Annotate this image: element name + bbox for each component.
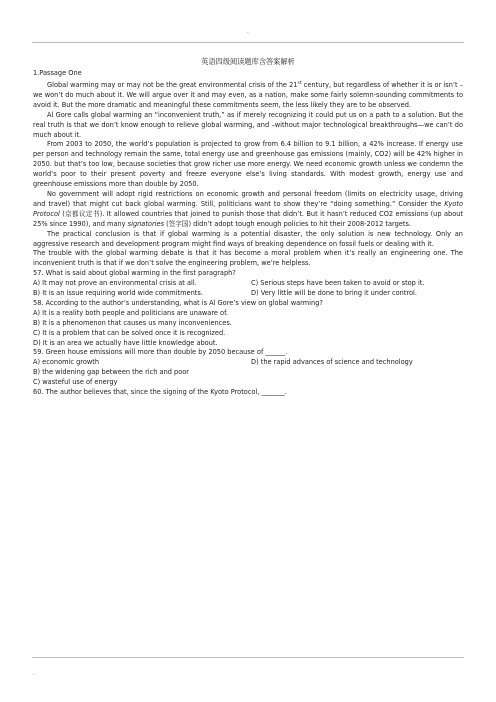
option-58-b: B) It is a phenomenon that causes us many inconveniences. xyxy=(33,318,232,327)
option-59-a: A) economic growth xyxy=(33,358,100,367)
paragraph-6: The trouble with the global warming debate is that it has become a moral problem when it’s really an engineering one. The inconvenient truth is that if we don’t solve the engineering problem, we’re helpless. xyxy=(33,249,463,268)
option-57-c: C) Serious steps have been taken to avoid or stop it. xyxy=(251,279,425,288)
question-59-options xyxy=(33,358,463,388)
paragraph-3: From 2003 to 2050, the world’s population is projected to grow from 6.4 billion to 9.1 billion, a 42% increase. If energy use per person and technology remain the same, total energy use and greenhouse gas emissions (mainly, CO2) will be 42% higher in 2050. but that’s too low, because societies that grow richer use more energy. We need economic growth unless we condemn the world’s poor to their present poverty and freeze everyone else’s living standards. With modest growth, energy use and greenhouse emissions more than double by 2050. xyxy=(33,140,463,189)
paragraph-2: Al Gore calls global warming an “inconvenient truth,” as if merely recognizing it could put us on a path to a solution. But the real truth is that we don’t know enough to relieve global warming, and –without major technological breakthroughs—we can’t do much about it. xyxy=(33,110,463,139)
question-57-options xyxy=(33,279,463,299)
header-rule xyxy=(32,42,464,43)
option-58-d: D) It is an area we actually have little knowledge about. xyxy=(33,338,218,347)
option-59-b: B) the widening gap between the rich and poor xyxy=(33,368,189,377)
footer-rule xyxy=(32,657,464,658)
option-57-b: B) It is an issue requiring world wide commitments. xyxy=(33,289,203,298)
footer-dot: . xyxy=(33,670,35,677)
option-58-c: C) It is a problem that can be solved once it is recognized. xyxy=(33,328,226,337)
paragraph-4: No government will adopt rigid restrictions on economic growth and personal freedom (limits on electricity usage, driving and travel) that might cut back global warming. Still, politicians want to show they’re “doing something.” Consider the Kyoto Protocol (京都议定书). It allowed countries that joined to punish those that didn’t. But it hasn’t reduced CO2 emissions (up about 25% since 1990), and many signatories (签字国) didn’t adopt tough enough policies to hit their 2008-2012 targets. xyxy=(33,189,463,228)
document-body xyxy=(33,57,463,398)
option-59-c: C) wasteful use of energy xyxy=(33,378,118,387)
option-59-d: D) the rapid advances of science and technology xyxy=(251,358,413,367)
passage-label: 1.Passage One xyxy=(33,68,82,77)
option-58-a: A) It is a reality both people and politicians are unaware of. xyxy=(33,308,229,317)
question-57: 57. What is said about global warming in the first paragraph? xyxy=(33,269,236,278)
page-title: 英语四级阅读题库含答案解析 xyxy=(201,57,295,66)
question-59: 59. Green house emissions will more than double by 2050 because of ______. xyxy=(33,348,288,357)
option-57-a: A) It may not prove an environmental crisis at all. xyxy=(33,279,197,288)
option-57-d: D) Very little will be done to bring it under control. xyxy=(251,289,417,298)
paragraph-5: The practical conclusion is that if global warming is a potential disaster, the only solution is new technology. Only an aggressive research and development program might find ways of breaking dependence on fossil fuels or dealing with it. xyxy=(33,229,463,248)
question-60: 60. The author believes that, since the signing of the Kyoto Protocol, _______. xyxy=(33,388,287,397)
question-58: 58. According to the author’s understanding, what is Al Gore’s view on global warming? xyxy=(33,298,323,307)
paragraph-1: Global warming may or may not be the great environmental crisis of the 21st century, but regardless of whether it is or isn’t –we won’t do much about it. We will argue over it and may even, as a nation, make some fairly solemn-sounding commitments to avoid it. But the more dramatic and meaningful these commitments seem, the less likely they are to be observed. xyxy=(33,80,463,109)
header-dot: . xyxy=(247,28,249,35)
